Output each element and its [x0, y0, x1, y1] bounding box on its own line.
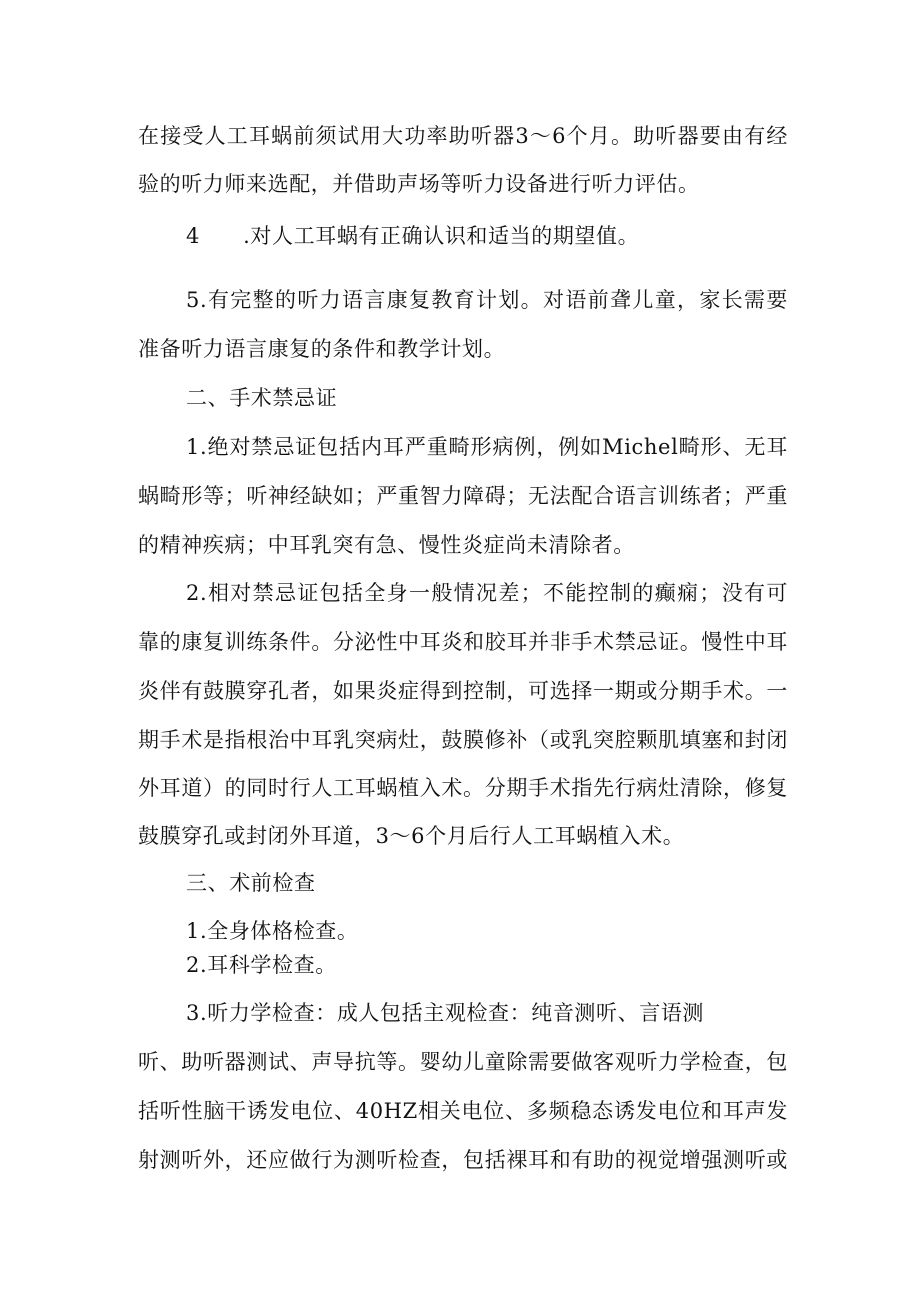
list-item-1: 1.全身体格检查。: [186, 919, 359, 943]
text-line: 的精神疾病；中耳乳突有急、慢性炎症尚未清除者。: [138, 533, 635, 557]
text-line: 蜗畸形等；听神经缺如；严重智力障碍；无法配合语言训练者；严重: [138, 484, 788, 508]
text-line: 鼓膜穿孔或封闭外耳道，3～6个月后行人工耳蜗植入术。: [138, 824, 685, 848]
list-item-5: 5.有完整的听力语言康复教育计划。对语前聋儿童，家长需要: [186, 288, 788, 312]
text-line: 外耳道）的同时行人工耳蜗植入术。分期手术指先行病灶清除，修复: [138, 776, 788, 800]
section-heading-preop-exams: 三、术前检查: [186, 871, 316, 895]
text-line: 炎伴有鼓膜穿孔者，如果炎症得到控制，可选择一期或分期手术。一: [138, 679, 788, 703]
list-item-3: 3.听力学检查：成人包括主观检查：纯音测听、言语测: [186, 1001, 705, 1025]
text-line: 射测听外，还应做行为测听检查，包括裸耳和有助的视觉增强测听或: [138, 1148, 788, 1172]
list-item-2: 2.相对禁忌证包括全身一般情况差；不能控制的癫痫；没有可: [186, 581, 788, 605]
text-line: 期手术是指根治中耳乳突病灶，鼓膜修补（或乳突腔颗肌填塞和封闭: [138, 728, 788, 752]
section-heading-contraindications: 二、手术禁忌证: [186, 386, 338, 410]
text-line: 验的听力师来选配，并借助声场等听力设备进行听力评估。: [138, 172, 700, 196]
text-line: 靠的康复训练条件。分泌性中耳炎和胶耳并非手术禁忌证。慢性中耳: [138, 630, 788, 654]
text-line: 括听性脑干诱发电位、40HZ相关电位、多频稳态诱发电位和耳声发: [138, 1099, 788, 1123]
list-item-2: 2.耳科学检查。: [186, 953, 337, 977]
text-line: 听、助听器测试、声导抗等。婴幼儿童除需要做客观听力学检查，包: [138, 1050, 788, 1074]
list-item-1: 1.绝对禁忌证包括内耳严重畸形病例，例如Michel畸形、无耳: [186, 435, 788, 459]
text-line: 准备听力语言康复的条件和教学计划。: [138, 337, 506, 361]
list-item-4: 4 .对人工耳蜗有正确认识和适当的期望值。: [186, 224, 640, 248]
text-line: 在接受人工耳蜗前须试用大功率助听器3～6个月。助听器要由有经: [138, 124, 788, 148]
